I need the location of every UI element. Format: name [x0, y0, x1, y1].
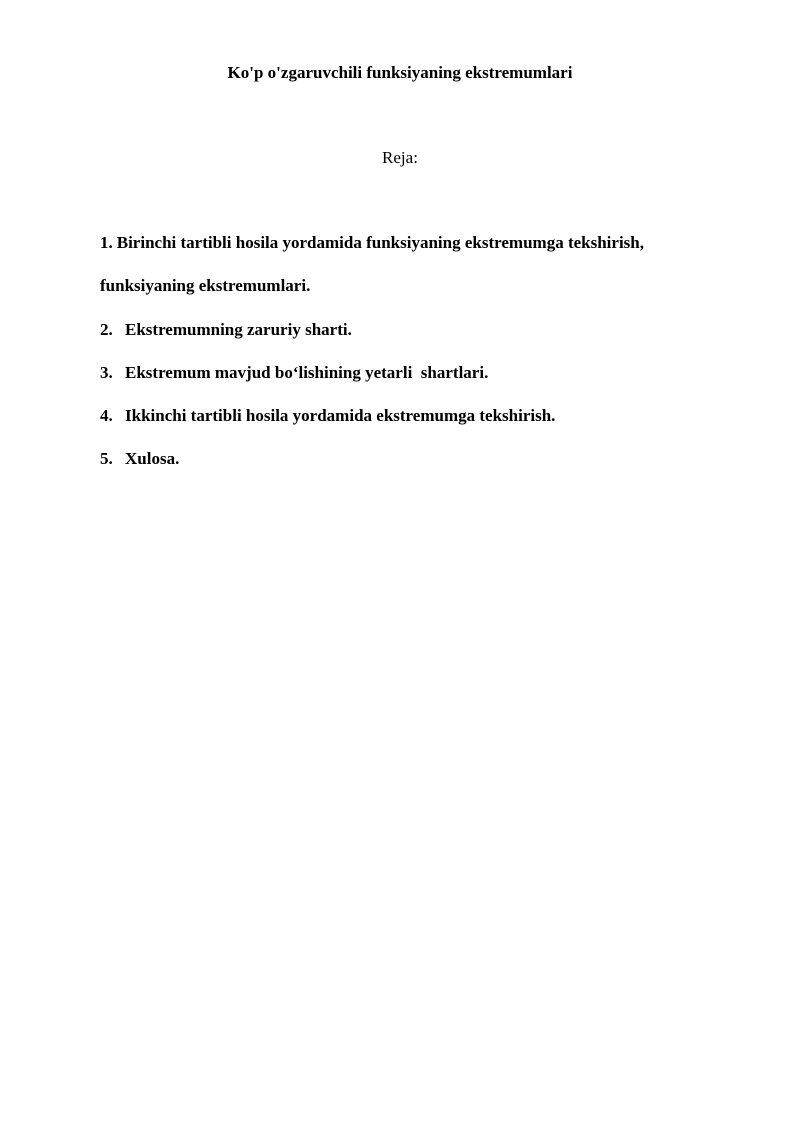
- plan-item-3: [100, 362, 740, 384]
- plan-item-5-number: 5.: [100, 449, 113, 469]
- plan-heading: Reja:: [382, 148, 418, 167]
- plan-item-4-number: 4.: [100, 406, 113, 426]
- plan-item-5-text: Xulosa.: [125, 449, 180, 469]
- plan-item-4-text: Ikkinchi tartibli hosila yordamida ekstremumga tekshirish.: [125, 406, 556, 426]
- plan-item-1-number: 1.: [100, 233, 113, 252]
- plan-item-1-continuation: [100, 275, 740, 297]
- plan-item-1-continuation-text: funksiyaning ekstremumlari.: [100, 276, 311, 296]
- plan-item-2-text: Ekstremumning zaruriy sharti.: [125, 319, 352, 339]
- document-title: Ko'p o'zgaruvchili funksiyaning ekstremumlari: [227, 63, 573, 82]
- plan-item-1: [100, 232, 740, 254]
- plan-list: [100, 232, 740, 492]
- plan-item-1-text: Birinchi tartibli hosila yordamida funksiyaning ekstremumga tekshirish,: [116, 233, 644, 252]
- plan-item-2: [100, 319, 740, 341]
- plan-item-4: [100, 405, 740, 427]
- plan-item-5: [100, 448, 740, 470]
- plan-item-2-number: 2.: [100, 319, 113, 339]
- plan-item-3-text: Ekstremum mavjud bo‘lishining yetarli shartlari.: [125, 362, 489, 382]
- plan-item-3-number: 3.: [100, 362, 113, 382]
